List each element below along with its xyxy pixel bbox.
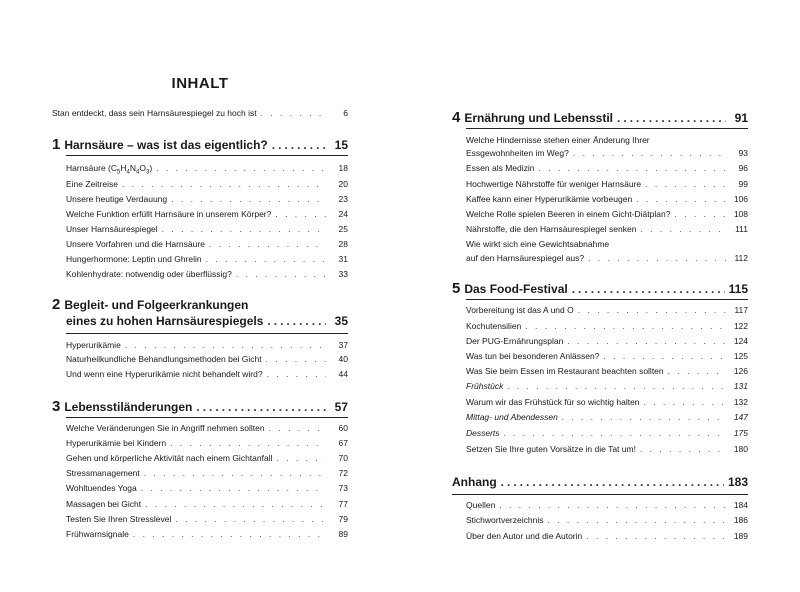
dot-leader <box>640 444 726 454</box>
toc-entry[interactable] <box>452 163 748 173</box>
entry-label: Eine Zeitreise <box>66 179 118 189</box>
toc-entry[interactable] <box>52 483 348 493</box>
page-number: 184 <box>733 500 748 510</box>
toc-entry[interactable] <box>52 529 348 539</box>
dot-leader <box>276 453 326 463</box>
dot-leader <box>272 138 326 152</box>
page-number: 67 <box>338 438 348 448</box>
toc-entry[interactable] <box>452 209 748 219</box>
dot-leader <box>562 412 726 422</box>
toc-chapter-1[interactable] <box>52 136 348 153</box>
toc-chapter-5[interactable] <box>452 280 748 297</box>
toc-entry[interactable] <box>52 224 348 234</box>
toc-entry[interactable] <box>452 500 748 510</box>
entry-label: Quellen <box>466 500 496 510</box>
page-number: 6 <box>343 108 348 118</box>
toc-chapter-3[interactable] <box>52 398 348 415</box>
page-number: 79 <box>338 514 348 524</box>
toc-entry[interactable] <box>52 354 348 364</box>
page-number: 40 <box>338 354 348 364</box>
page-number: 180 <box>733 444 748 454</box>
page-number: 89 <box>338 529 348 539</box>
entry-label <box>52 398 192 415</box>
page-number: 126 <box>733 366 748 376</box>
dot-leader <box>603 351 726 361</box>
page-number: 108 <box>733 209 748 219</box>
entry-label: Stichwortverzeichnis <box>466 515 544 525</box>
dot-leader <box>573 148 726 158</box>
entry-label: Testen Sie Ihren Stresslevel <box>66 514 172 524</box>
page-number: 111 <box>735 224 748 234</box>
chapter-divider <box>466 299 748 300</box>
dot-leader <box>171 194 326 204</box>
page-number: 44 <box>338 369 348 379</box>
page-number: 18 <box>338 163 348 173</box>
toc-entry[interactable] <box>452 444 748 454</box>
page-number: 60 <box>338 423 348 433</box>
entry-label: Über den Autor und die Autorin <box>466 531 583 541</box>
dot-leader <box>170 438 326 448</box>
entry-label: Essgewohnheiten im Weg? <box>466 148 569 158</box>
page-number: 175 <box>733 428 748 438</box>
dot-leader <box>640 224 726 234</box>
dot-leader <box>125 340 326 350</box>
page-number: 24 <box>338 209 348 219</box>
toc-entry[interactable] <box>452 351 748 361</box>
page-title: INHALT <box>171 75 229 92</box>
entry-label: Der PUG-Ernährungsplan <box>466 336 564 346</box>
toc-entry[interactable] <box>452 194 748 204</box>
entry-label: Was tun bei besonderen Anlässen? <box>466 351 600 361</box>
entry-label: Lebensstiländerungen <box>64 400 193 414</box>
page-number: 186 <box>733 515 748 525</box>
entry-label: Warum wir das Frühstück für so wichtig halten <box>466 397 640 407</box>
toc-entry[interactable] <box>52 468 348 478</box>
entry-label: Hyperurikämie bei Kindern <box>66 438 167 448</box>
entry-label: Welche Veränderungen Sie in Angriff nehmen sollten <box>66 423 265 433</box>
dot-leader <box>588 253 726 263</box>
entry-label: Was Sie beim Essen im Restaurant beachten sollten <box>466 366 664 376</box>
chapter-number: 3 <box>52 398 61 415</box>
dot-leader <box>209 239 326 249</box>
toc-entry[interactable] <box>52 163 348 176</box>
page-number: 72 <box>338 468 348 478</box>
toc-entry-recipe-group[interactable] <box>452 428 748 438</box>
page-number: 25 <box>338 224 348 234</box>
page-number: 15 <box>334 138 348 152</box>
chapter-number: 2 <box>52 296 61 313</box>
dot-leader <box>196 400 326 414</box>
dot-leader <box>141 483 326 493</box>
dot-leader <box>617 111 726 125</box>
dot-leader <box>156 163 326 173</box>
toc-chapter-4[interactable] <box>452 109 748 126</box>
toc-entry[interactable] <box>52 269 348 279</box>
dot-leader <box>144 468 326 478</box>
page-number: 77 <box>338 499 348 509</box>
toc-entry[interactable] <box>52 209 348 219</box>
dot-leader <box>499 500 726 510</box>
dot-leader <box>162 224 326 234</box>
entry-label: Stan entdeckt, dass sein Harnsäurespiegel zu hoch ist <box>52 108 257 118</box>
toc-chapter-2-line1[interactable] <box>52 296 348 313</box>
toc-entry[interactable] <box>52 369 348 379</box>
page-number: 99 <box>738 179 748 189</box>
entry-label: Hochwertige Nährstoffe für weniger Harnsäure <box>466 179 642 189</box>
toc-entry[interactable] <box>52 514 348 524</box>
dot-leader <box>504 428 726 438</box>
dot-leader <box>645 179 726 189</box>
dot-leader <box>236 269 326 279</box>
entry-label: Setzen Sie Ihre guten Vorsätze in die Tat um! <box>466 444 636 454</box>
dot-leader <box>525 321 726 331</box>
entry-label: Stressmanagement <box>66 468 140 478</box>
page-number: 122 <box>733 321 748 331</box>
entry-label: Wohltuendes Yoga <box>66 483 137 493</box>
toc-chapter-2[interactable] <box>52 314 348 328</box>
entry-label: Essen als Medizin <box>466 163 535 173</box>
chapter-divider <box>66 155 348 156</box>
dot-leader <box>267 314 326 328</box>
entry-label: Unsere heutige Verdauung <box>66 194 168 204</box>
dot-leader <box>578 305 726 315</box>
dot-leader <box>636 194 726 204</box>
page-number: 57 <box>334 400 348 414</box>
dot-leader <box>547 515 726 525</box>
toc-entry[interactable] <box>52 254 348 264</box>
entry-label: Anhang <box>452 475 497 489</box>
toc-entry[interactable] <box>452 397 748 407</box>
page-number: 73 <box>338 483 348 493</box>
toc-entry[interactable] <box>52 453 348 463</box>
entry-label: Desserts <box>466 428 500 438</box>
toc-entry[interactable] <box>52 194 348 204</box>
entry-label: Harnsäure – was ist das eigentlich? <box>64 138 268 152</box>
toc-entry[interactable] <box>52 340 348 350</box>
chapter-divider <box>66 417 348 418</box>
dot-leader <box>269 423 326 433</box>
entry-label <box>52 296 248 313</box>
page-number: 70 <box>338 453 348 463</box>
page-number: 112 <box>734 253 748 263</box>
entry-label: Wie wirkt sich eine Gewichtsabnahme <box>466 239 610 249</box>
entry-label: Nährstoffe, die den Harnsäurespiegel senken <box>466 224 637 234</box>
page-number: 96 <box>738 163 748 173</box>
dot-leader <box>206 254 326 264</box>
entry-label: Frühwarnsignale <box>66 529 129 539</box>
toc-entry[interactable] <box>52 499 348 509</box>
page-number: 125 <box>733 351 748 361</box>
chapter-divider <box>452 494 748 495</box>
entry-label <box>452 280 568 297</box>
chapter-divider <box>466 128 748 129</box>
page-number: 124 <box>733 336 748 346</box>
page-number: 115 <box>728 282 748 296</box>
toc-entry-recipe-group[interactable] <box>452 412 748 422</box>
toc-entry[interactable] <box>52 423 348 433</box>
page-number: 183 <box>727 475 748 489</box>
entry-label: Vorbereitung ist das A und O <box>466 305 574 315</box>
toc-entry[interactable] <box>452 531 748 541</box>
page-number: 33 <box>338 269 348 279</box>
page-number: 117 <box>734 305 748 315</box>
entry-label: Unser Harnsäurespiegel <box>66 224 158 234</box>
toc-entry[interactable] <box>452 224 748 234</box>
toc-entry[interactable] <box>52 438 348 448</box>
entry-label: Gehen und körperliche Aktivität nach einem Gichtanfall <box>66 453 273 463</box>
dot-leader <box>539 163 726 173</box>
toc-entry[interactable] <box>452 239 748 249</box>
page-number: 106 <box>733 194 748 204</box>
entry-label: Harnsäure $(C_5H_4N_4O_3)$ <box>66 163 153 176</box>
toc-entry[interactable] <box>452 148 748 158</box>
page-number: 28 <box>338 239 348 249</box>
dot-leader <box>133 529 326 539</box>
dot-leader <box>275 209 326 219</box>
dot-leader <box>145 499 326 509</box>
toc-intro-entry[interactable] <box>52 108 348 118</box>
entry-label: Welche Funktion erfüllt Harnsäure in unserem Körper? <box>66 209 272 219</box>
toc-entry[interactable] <box>452 135 748 145</box>
toc-entry[interactable] <box>452 179 748 189</box>
page-number: 189 <box>733 531 748 541</box>
dot-leader <box>122 179 326 189</box>
entry-label: Begleit- und Folgeerkrankungen <box>64 298 249 312</box>
entry-label: Welche Rolle spielen Beeren in einem Gicht-Diätplan? <box>466 209 671 219</box>
page-number: 93 <box>738 148 748 158</box>
dot-leader <box>501 475 724 489</box>
page-number: 132 <box>733 397 748 407</box>
chapter-divider <box>66 333 348 334</box>
toc-entry[interactable] <box>452 253 748 263</box>
entry-label: Massagen bei Gicht <box>66 499 142 509</box>
dot-leader <box>175 514 326 524</box>
entry-label: Frühstück <box>466 381 504 391</box>
page-number: 31 <box>338 254 348 264</box>
dot-leader <box>267 369 326 379</box>
entry-label: Mittag- und Abendessen <box>466 412 558 422</box>
toc-entry-recipe-group[interactable] <box>452 381 748 391</box>
entry-label: auf den Harnsäurespiegel aus? <box>466 253 585 263</box>
toc-entry[interactable] <box>52 239 348 249</box>
entry-label: Unsere Vorfahren und die Harnsäure <box>66 239 205 249</box>
dot-leader <box>507 381 726 391</box>
toc-entry[interactable] <box>452 336 748 346</box>
toc-entry[interactable] <box>452 321 748 331</box>
toc-entry[interactable] <box>452 305 748 315</box>
chapter-number: 5 <box>452 280 461 297</box>
toc-appendix[interactable] <box>452 475 748 489</box>
chapter-number: 1 <box>52 136 61 153</box>
entry-label: Kaffee kann einer Hyperurikämie vorbeugen <box>466 194 633 204</box>
entry-label: Welche Hindernisse stehen einer Änderung Ihrer <box>466 135 650 145</box>
dot-leader <box>644 397 726 407</box>
entry-label: Hungerhormone: Leptin und Ghrelin <box>66 254 202 264</box>
entry-label: Das Food-Festival <box>464 282 568 296</box>
page-number: 20 <box>338 179 348 189</box>
entry-label: Ernährung und Lebensstil <box>464 111 614 125</box>
entry-label: Kochutensilien <box>466 321 522 331</box>
entry-label <box>452 109 613 126</box>
entry-label: Hyperurikämie <box>66 340 121 350</box>
page-number: 91 <box>734 111 748 125</box>
page-number: 147 <box>733 412 748 422</box>
dot-leader <box>668 366 726 376</box>
entry-label: eines zu hohen Harnsäurespiegels <box>66 314 264 328</box>
entry-label: Naturheilkundliche Behandlungsmethoden bei Gicht <box>66 354 262 364</box>
page-number: 35 <box>334 314 348 328</box>
page-number: 37 <box>338 340 348 350</box>
dot-leader <box>586 531 726 541</box>
page-number: 23 <box>338 194 348 204</box>
entry-label: Kohlenhydrate: notwendig oder überflüssig? <box>66 269 232 279</box>
dot-leader <box>261 108 326 118</box>
dot-leader <box>266 354 326 364</box>
toc-entry[interactable] <box>452 515 748 525</box>
chapter-number: 4 <box>452 109 461 126</box>
toc-entry[interactable] <box>452 366 748 376</box>
entry-label: Und wenn eine Hyperurikämie nicht behandelt wird? <box>66 369 263 379</box>
dot-leader <box>567 336 726 346</box>
dot-leader <box>572 282 725 296</box>
toc-entry[interactable] <box>52 179 348 189</box>
dot-leader <box>674 209 726 219</box>
page-number: 131 <box>733 381 748 391</box>
entry-label <box>52 136 268 153</box>
